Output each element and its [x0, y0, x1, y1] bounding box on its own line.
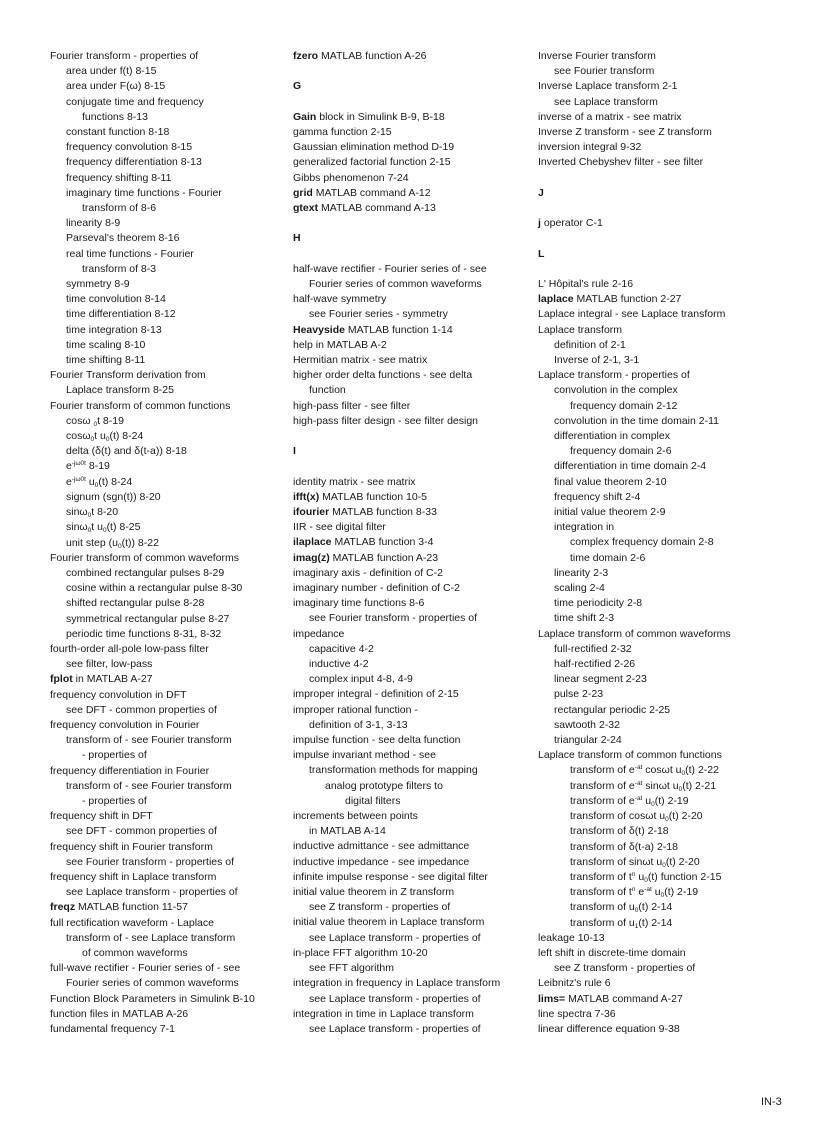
index-entry: functions 8-13 — [82, 110, 148, 123]
index-entry-part: u — [85, 475, 95, 488]
index-entry-part: 0 — [644, 876, 648, 884]
index-entry-part: e — [635, 886, 645, 899]
index-entry: area under f(t) 8-15 — [66, 65, 157, 78]
index-entry: in MATLAB A-14 — [309, 825, 386, 838]
index-entry-part: n — [631, 886, 636, 894]
index-entry: IIR - see digital filter — [293, 521, 386, 534]
index-entry: time shift 2-3 — [554, 612, 615, 625]
index-entry — [538, 809, 778, 824]
index-entry: time shifting 8-11 — [66, 354, 146, 367]
index-entry-part: transform of e — [570, 779, 635, 792]
index-entry — [293, 49, 533, 64]
index-entry: frequency domain 2-6 — [570, 445, 672, 458]
index-entry — [50, 900, 282, 915]
index-entry-part: -at — [634, 764, 643, 772]
index-entry-part: 0 — [651, 800, 655, 808]
index-entry-part: (t) 8-25 — [106, 521, 141, 534]
index-entry: help in MATLAB A-2 — [293, 338, 387, 351]
index-entry-part: 0 — [102, 527, 107, 535]
index-entry-part: cosω — [66, 414, 94, 427]
index-entry: transform of 8-6 — [82, 202, 157, 215]
index-keyword: gtext — [293, 202, 319, 214]
index-entry: Laplace transform of common waveforms — [538, 627, 731, 640]
index-entry: line spectra 7-36 — [538, 1007, 616, 1020]
index-entry: integration in time in Laplace transform — [293, 1007, 474, 1020]
index-entry-part: operator C-1 — [540, 217, 603, 230]
index-entry-part: sinω — [66, 521, 88, 534]
index-entry: complex frequency domain 2-8 — [570, 536, 714, 549]
index-entry-part: MATLAB function A-23 — [329, 551, 439, 564]
index-entry-part: -at — [634, 779, 643, 787]
index-entry — [538, 763, 778, 778]
index-entry — [538, 855, 778, 870]
index-entry: frequency shift in Fourier transform — [50, 840, 213, 853]
index-spacer — [293, 247, 533, 262]
index-entry — [538, 794, 778, 809]
index-entry: frequency shift in DFT — [50, 810, 153, 823]
index-letter-heading: I — [293, 445, 296, 458]
index-entry: improper rational function - — [293, 703, 418, 716]
index-entry: linear segment 2-23 — [554, 673, 647, 686]
index-entry: higher order delta functions - see delta — [293, 369, 473, 382]
index-entry: pulse 2-23 — [554, 688, 604, 701]
index-entry: sawtooth 2-32 — [554, 718, 620, 731]
index-entry: Fourier Transform derivation from — [50, 369, 206, 382]
index-entry: see Laplace transform - properties of — [309, 1022, 481, 1035]
index-entry-part: -at — [644, 886, 652, 894]
index-keyword: Heavyside — [293, 323, 345, 336]
index-entry: - properties of — [82, 794, 147, 807]
index-entry — [293, 490, 533, 505]
index-entry-part: (t) function 2-15 — [647, 870, 722, 883]
index-entry-part: 0 — [93, 420, 98, 428]
index-entry-part: in MATLAB A-27 — [72, 673, 153, 686]
index-entry — [293, 201, 533, 216]
index-entry: differentiation in complex — [554, 430, 670, 443]
index-entry-part: (t) 2-21 — [682, 779, 717, 792]
index-spacer — [293, 459, 533, 474]
index-entry — [50, 520, 282, 535]
index-entry-part: t 8-20 — [91, 506, 119, 519]
index-entry — [293, 186, 533, 201]
index-entry-part: MATLAB function 2-27 — [573, 293, 682, 306]
index-entry: inductive 4-2 — [309, 658, 369, 671]
index-entry: see Fourier transform - properties of — [309, 612, 478, 625]
index-entry: time differentiation 8-12 — [66, 308, 176, 321]
index-spacer — [538, 171, 778, 186]
index-entry: time integration 8-13 — [66, 323, 162, 336]
index-entry: frequency convolution 8-15 — [66, 141, 193, 154]
index-entry: differentiation in time domain 2-4 — [554, 460, 707, 473]
index-entry: imaginary time functions - Fourier — [66, 186, 222, 199]
index-entry: transform of δ(t) 2-18 — [570, 825, 669, 838]
index-entry: Inverse Laplace transform 2-1 — [538, 80, 678, 93]
index-entry: complex input 4-8, 4-9 — [309, 673, 413, 686]
index-entry: transformation methods for mapping — [309, 764, 478, 777]
index-entry: see FFT algorithm — [309, 962, 394, 975]
index-spacer — [293, 95, 533, 110]
index-entry: frequency domain 2-12 — [570, 399, 678, 412]
index-entry — [293, 505, 533, 520]
index-entry: scaling 2-4 — [554, 582, 605, 595]
index-entry: Parseval's theorem 8-16 — [66, 232, 180, 245]
index-entry-part: (t) 2-14 — [638, 916, 673, 929]
index-entry — [538, 779, 778, 794]
index-entry: time convolution 8-14 — [66, 293, 166, 306]
index-entry-part: e — [66, 460, 72, 473]
index-entry-part: transform of e — [570, 764, 635, 777]
index-entry: imaginary number - definition of C-2 — [293, 582, 460, 595]
index-entry: of common waveforms — [82, 946, 188, 959]
index-entry: identity matrix - see matrix — [293, 475, 416, 488]
index-entry: frequency differentiation 8-13 — [66, 156, 202, 169]
index-entry: see filter, low-pass — [66, 658, 153, 671]
index-entry: frequency shifting 8-11 — [66, 171, 172, 184]
index-entry: linear difference equation 9-38 — [538, 1022, 680, 1035]
index-entry: Function Block Parameters in Simulink B-10 — [50, 992, 255, 1005]
index-entry: real time functions - Fourier — [66, 247, 194, 260]
index-entry: combined rectangular pulses 8-29 — [66, 566, 225, 579]
index-entry-part: 0 — [87, 527, 92, 535]
index-letter-heading: J — [538, 186, 544, 199]
index-spacer — [293, 429, 533, 444]
index-keyword: fplot — [50, 673, 73, 686]
index-entry-part: 0 — [105, 436, 110, 444]
index-entry: frequency shift 2-4 — [554, 490, 641, 503]
index-entry: see Laplace transform - properties of — [309, 931, 481, 944]
index-entry-part: -jω0t — [71, 460, 86, 468]
index-entry-part: u — [635, 870, 645, 883]
index-entry-part: MATLAB function 11-57 — [75, 901, 188, 914]
index-entry-part: 0 — [665, 816, 669, 824]
index-entry: digital filters — [345, 794, 401, 807]
index-column-3 — [538, 49, 778, 1037]
index-letter-heading: L — [538, 247, 545, 260]
index-entry: triangular 2-24 — [554, 734, 622, 747]
index-entry — [50, 505, 282, 520]
index-entry: function files in MATLAB A-26 — [50, 1007, 189, 1020]
index-entry-part: e — [66, 475, 72, 488]
index-entry-part: sinω — [66, 506, 88, 519]
index-letter-heading: G — [293, 80, 302, 93]
index-entry: convolution in the complex — [554, 384, 678, 397]
index-entry-part: n — [631, 870, 636, 878]
index-entry-part: 0 — [94, 481, 99, 489]
index-entry: Hermitian matrix - see matrix — [293, 354, 428, 366]
index-entry: impulse invariant method - see — [293, 749, 436, 762]
index-entry: see DFT - common properties of — [66, 825, 217, 838]
index-entry-part: u — [651, 886, 661, 899]
index-entry-part: t u — [94, 430, 106, 443]
index-entry-part: sinωt u — [642, 779, 679, 792]
index-entry — [538, 916, 778, 931]
index-entry: Fourier transform of common functions — [50, 399, 231, 412]
index-entry: cosine within a rectangular pulse 8-30 — [66, 582, 243, 595]
index-keyword: ilaplace — [293, 536, 332, 549]
index-keyword: Gain — [293, 110, 317, 123]
index-keyword: j — [538, 217, 541, 230]
index-entry: capacitive 4-2 — [309, 642, 374, 655]
index-entry: Inverse Fourier transform — [538, 50, 656, 62]
index-entry: fourth-order all-pole low-pass filter — [50, 642, 209, 655]
index-entry: analog prototype filters to — [325, 779, 443, 792]
index-entry: Fourier transform - properties of — [50, 50, 199, 62]
index-keyword: freqz — [50, 901, 76, 914]
index-entry: see Z transform - properties of — [554, 962, 696, 975]
index-entry: fundamental frequency 7-1 — [50, 1023, 175, 1035]
index-entry: time scaling 8-10 — [66, 338, 146, 351]
index-entry: full-wave rectifier - Fourier series of - see — [50, 962, 241, 975]
index-entry-part: cosωt u — [642, 764, 682, 777]
index-entry: Fourier series of common waveforms — [309, 277, 482, 290]
index-entry: symmetrical rectangular pulse 8-27 — [66, 612, 230, 625]
index-entry — [538, 216, 778, 231]
index-entry-part: transform of t — [570, 870, 632, 883]
index-entry: periodic time functions 8-31, 8-32 — [66, 627, 222, 640]
index-entry-part: (t) 8-24 — [98, 475, 133, 488]
index-entry: left shift in discrete-time domain — [538, 946, 686, 959]
index-entry: full rectification waveform - Laplace — [50, 916, 214, 929]
index-keyword: imag(z) — [293, 551, 330, 564]
index-entry-part: transform of u — [570, 901, 635, 914]
index-keyword: laplace — [538, 293, 574, 306]
index-entry-part: MATLAB function A-26 — [318, 50, 427, 62]
index-entry: Inverted Chebyshev filter - see filter — [538, 156, 704, 169]
index-entry: delta (δ(t) and δ(t-a)) 8-18 — [66, 445, 187, 458]
index-entry: see Z transform - properties of — [309, 901, 451, 914]
index-entry: see Laplace transform - properties of — [309, 992, 481, 1005]
index-entry: inductive admittance - see admittance — [293, 840, 470, 853]
index-entry: frequency convolution in Fourier — [50, 718, 200, 731]
index-entry-part: transform of e — [570, 794, 635, 807]
index-entry — [538, 885, 778, 900]
index-entry: see Fourier transform - properties of — [66, 855, 235, 868]
index-keyword: ifourier — [293, 506, 330, 518]
index-entry-part: MATLAB command A-13 — [318, 202, 436, 214]
index-entry-part: transform of u — [570, 916, 635, 929]
index-entry — [50, 414, 282, 429]
index-entry: see DFT - common properties of — [66, 703, 217, 716]
index-entry: symmetry 8-9 — [66, 278, 130, 291]
index-entry — [293, 323, 533, 338]
index-entry: constant function 8-18 — [66, 126, 170, 139]
index-entry: conjugate time and frequency — [66, 95, 204, 108]
index-entry-part: (t) 2-22 — [685, 764, 719, 777]
index-letter-heading: H — [293, 232, 301, 245]
index-keyword: fzero — [293, 50, 319, 62]
index-entry: half-wave symmetry — [293, 293, 387, 306]
index-spacer — [538, 262, 778, 277]
index-entry: integration in — [554, 521, 615, 534]
index-entry: Inverse of 2-1, 3-1 — [554, 354, 640, 366]
index-entry — [293, 551, 533, 566]
index-entry: convolution in the time domain 2-11 — [554, 414, 719, 427]
index-entry: Laplace integral - see Laplace transform — [538, 308, 726, 321]
index-entry: imaginary axis - definition of C-2 — [293, 566, 443, 579]
index-entry-part: u — [642, 794, 652, 807]
index-entry: frequency differentiation in Fourier — [50, 764, 210, 777]
index-entry: function — [309, 384, 346, 397]
index-entry: inverse of a matrix - see matrix — [538, 110, 682, 123]
index-column-2 — [293, 49, 533, 1037]
index-entry-part: block in Simulink B-9, B-18 — [316, 110, 445, 123]
index-entry-part: 0 — [634, 907, 639, 915]
index-entry: frequency convolution in DFT — [50, 688, 187, 701]
index-entry — [538, 292, 778, 307]
index-entry: definition of 2-1 — [554, 338, 626, 351]
index-entry — [293, 110, 533, 125]
index-entry: transform of - see Fourier transform — [66, 734, 232, 747]
index-entry-part: 0 — [678, 785, 683, 793]
index-entry: Laplace transform of common functions — [538, 749, 722, 762]
index-entry: see Fourier transform — [554, 65, 655, 78]
index-entry: Gibbs phenomenon 7-24 — [293, 171, 409, 184]
index-entry: initial value theorem in Laplace transform — [293, 916, 485, 929]
index-entry: Fourier series of common waveforms — [66, 977, 239, 990]
index-entry-part: MATLAB function 10-5 — [319, 490, 428, 503]
index-entry: definition of 3-1, 3-13 — [309, 718, 408, 731]
index-entry-part: MATLAB function 8-33 — [329, 506, 437, 518]
index-entry: gamma function 2-15 — [293, 125, 392, 138]
index-entry-part: -at — [634, 794, 643, 802]
index-entry: infinite impulse response - see digital filter — [293, 870, 488, 883]
index-entry-part: 0 — [662, 861, 666, 869]
index-entry: frequency shift in Laplace transform — [50, 870, 217, 883]
index-entry — [50, 459, 282, 474]
index-keyword: ifft(x) — [293, 490, 320, 503]
index-keyword: lims= — [538, 992, 566, 1005]
index-entry-part: (t) 2-14 — [638, 901, 673, 914]
index-entry: initial value theorem 2-9 — [554, 506, 666, 519]
index-entry: see Laplace transform - properties of — [66, 886, 238, 899]
index-entry — [538, 870, 778, 885]
index-entry: impedance — [293, 627, 345, 640]
index-entry-part: MATLAB command A-27 — [565, 992, 683, 1005]
index-entry: integration in frequency in Laplace transform — [293, 977, 501, 990]
index-entry-part: 0 — [90, 436, 95, 444]
index-entry: inductive impedance - see impedance — [293, 855, 470, 868]
index-entry: initial value theorem in Z transform — [293, 886, 455, 899]
index-entry-part: cosω — [66, 430, 91, 443]
index-entry — [50, 475, 282, 490]
index-entry: imaginary time functions 8-6 — [293, 597, 425, 610]
index-entry: shifted rectangular pulse 8-28 — [66, 597, 205, 610]
index-entry-part: transform of cosωt u — [570, 810, 666, 823]
index-entry: inversion integral 9-32 — [538, 141, 642, 154]
index-entry-part: 1 — [634, 922, 639, 930]
index-entry: time periodicity 2-8 — [554, 597, 643, 610]
index-entry — [293, 535, 533, 550]
index-entry: half-rectified 2-26 — [554, 658, 636, 671]
index-entry: high-pass filter design - see filter design — [293, 414, 479, 427]
index-entry-part: transform of sinωt u — [570, 855, 663, 868]
index-entry-part: MATLAB function 3-4 — [331, 536, 434, 549]
index-entry: L' Hôpital's rule 2-16 — [538, 277, 634, 290]
index-entry — [50, 672, 282, 687]
index-entry-part: 0 — [117, 542, 122, 550]
index-entry-part: 8-19 — [85, 460, 110, 473]
index-entry: leakage 10-13 — [538, 931, 605, 944]
index-spacer — [293, 64, 533, 79]
index-entry: final value theorem 2-10 — [554, 475, 667, 488]
index-entry: impulse function - see delta function — [293, 734, 461, 747]
index-entry: see Fourier series - symmetry — [309, 308, 448, 321]
index-entry-part: (t) 2-19 — [654, 794, 689, 807]
index-entry: Laplace transform — [538, 323, 623, 336]
index-entry: Laplace transform - properties of — [538, 369, 690, 382]
index-entry: - properties of — [82, 749, 147, 762]
index-entry: time domain 2-6 — [570, 551, 646, 564]
index-column-1 — [50, 49, 282, 1037]
index-entry-part: unit step (u — [66, 536, 118, 549]
index-entry-part: transform of t — [570, 886, 632, 899]
index-entry: Inverse Z transform - see Z transform — [538, 126, 712, 139]
index-entry — [538, 900, 778, 915]
index-keyword: grid — [293, 186, 313, 199]
index-entry: Gaussian elimination method D-19 — [293, 141, 455, 154]
index-entry: full-rectified 2-32 — [554, 642, 632, 655]
index-entry: Leibnitz's rule 6 — [538, 977, 611, 990]
index-entry: generalized factorial function 2-15 — [293, 156, 451, 169]
index-entry-part: MATLAB function 1-14 — [344, 323, 453, 336]
index-entry: improper integral - definition of 2-15 — [293, 688, 459, 701]
index-entry-part: (t) 2-20 — [665, 855, 700, 868]
index-entry-part: -jω0t — [71, 475, 86, 483]
index-entry: rectangular periodic 2-25 — [554, 703, 671, 716]
index-entry-part: MATLAB command A-12 — [312, 186, 431, 199]
index-entry-part: 0 — [660, 892, 665, 900]
index-entry: increments between points — [293, 810, 418, 823]
index-spacer — [538, 231, 778, 246]
index-entry: in-place FFT algorithm 10-20 — [293, 946, 428, 959]
index-entry-part: t u — [91, 521, 103, 534]
index-entry-part: (t) 2-20 — [668, 810, 703, 823]
index-entry: linearity 8-9 — [66, 217, 121, 230]
index-entry-part: 0 — [681, 770, 686, 778]
index-entry-part: 0 — [87, 512, 92, 520]
index-entry: linearity 2-3 — [554, 566, 609, 579]
index-entry: see Laplace transform — [554, 95, 658, 108]
index-entry: transform of - see Laplace transform — [66, 931, 236, 944]
index-entry: Fourier transform of common waveforms — [50, 551, 240, 564]
index-spacer — [293, 216, 533, 231]
index-entry: area under F(ω) 8-15 — [66, 80, 166, 93]
index-entry: transform of 8-3 — [82, 262, 157, 275]
index-entry — [50, 536, 282, 551]
index-entry-part: t 8-19 — [97, 414, 124, 427]
index-entry: half-wave rectifier - Fourier series of - see — [293, 262, 487, 275]
index-entry-part: (t) 8-24 — [109, 430, 144, 443]
page-number: IN-3 — [761, 1096, 782, 1108]
index-entry: high-pass filter - see filter — [293, 399, 411, 412]
index-entry: transform of - see Fourier transform — [66, 779, 232, 792]
index-entry-part: (t)) 8-22 — [121, 536, 159, 549]
index-entry: transform of δ(t-a) 2-18 — [570, 840, 678, 853]
index-spacer — [538, 201, 778, 216]
index-entry-part: (t) 2-19 — [664, 886, 699, 899]
index-entry: signum (sgn(t)) 8-20 — [66, 490, 161, 503]
index-entry: Laplace transform 8-25 — [66, 384, 174, 397]
index-entry — [50, 429, 282, 444]
index-entry — [538, 992, 778, 1007]
